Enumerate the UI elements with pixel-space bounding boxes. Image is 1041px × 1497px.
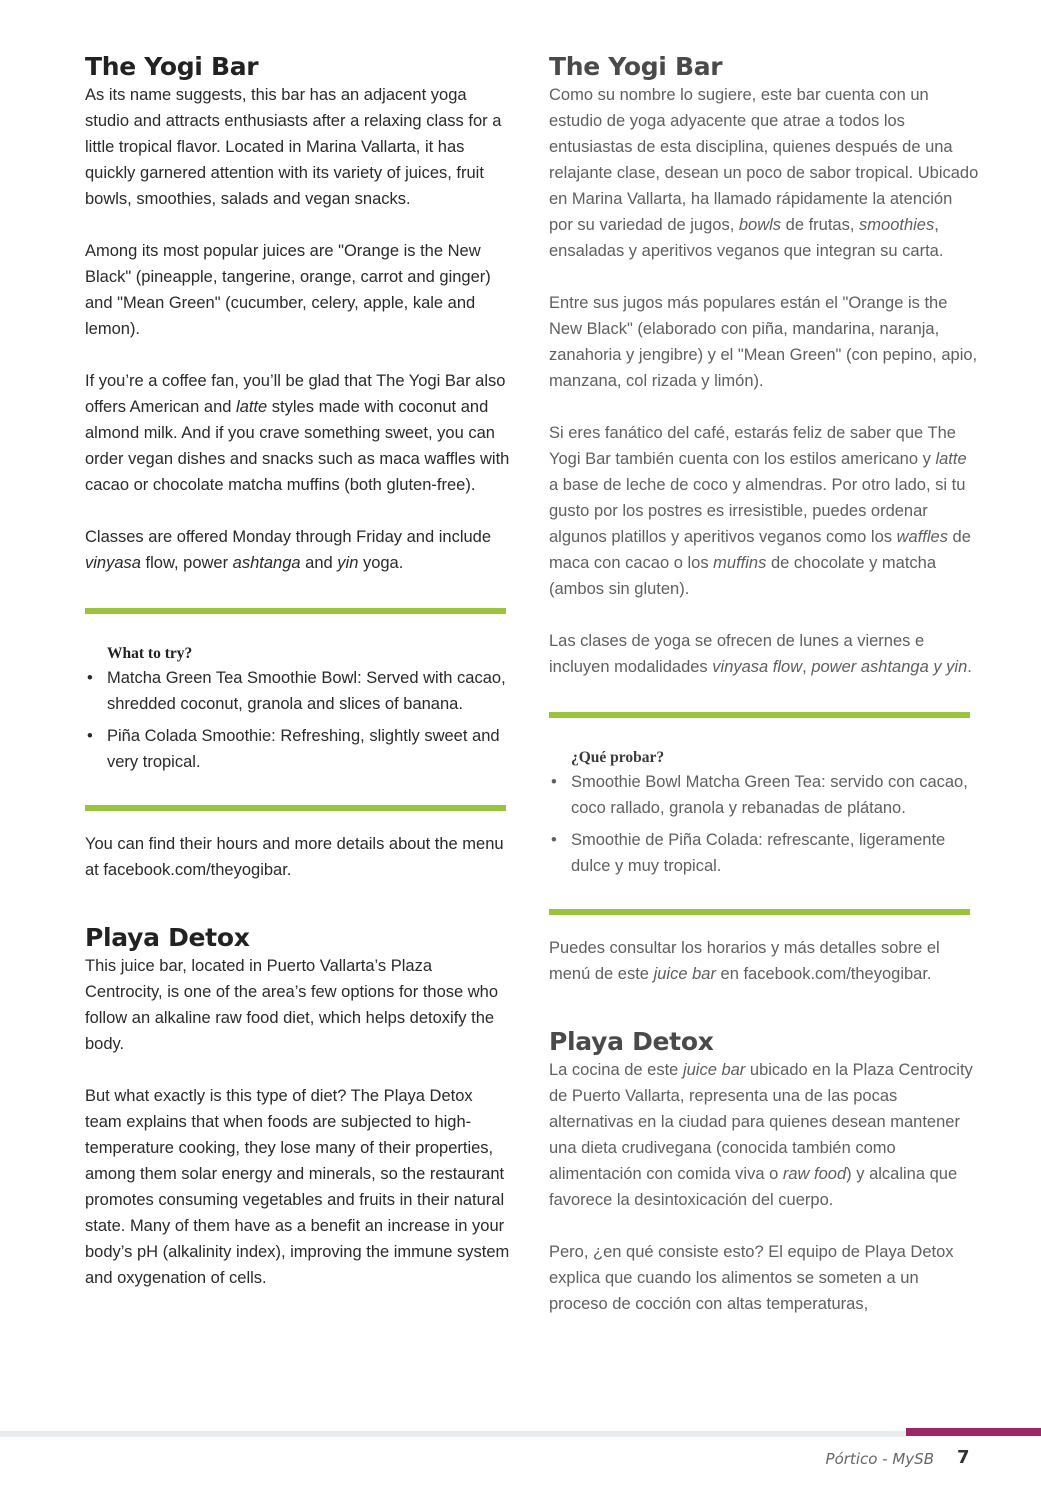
yogi-bar-coffee-paragraph: If you’re a coffee fan, you’ll be glad that The Yogi Bar also offers American and latte styles made with coconut and almond milk. And if you crave something sweet, you can order vegan dishes and snacks such as maca waffles with cacao or chocolate matcha muffins (both gluten-free). bbox=[85, 372, 510, 494]
que-probar-title: ¿Qué probar? bbox=[571, 749, 665, 766]
que-probar-list bbox=[549, 769, 979, 879]
yogi-bar-classes-paragraph: Classes are offered Monday through Friday and include vinyasa flow, power ashtanga and yin yoga. bbox=[85, 528, 492, 572]
footer-rule bbox=[0, 1431, 906, 1437]
yogi-bar-heading: The Yogi Bar bbox=[85, 52, 259, 81]
list-item: • Smoothie Bowl Matcha Green Tea: servido con cacao, coco rallado, granola y rebanadas de plátano. bbox=[551, 773, 968, 817]
footer-publication-name: Pórtico - MySB bbox=[825, 1450, 934, 1468]
playa-detox-diet-paragraph: But what exactly is this type of diet? The Playa Detox team explains that when foods are subjected to high-temperature cooking, they lose many of their properties, among them solar energy and minerals, so the restaurant promotes consuming vegetables and fruits in their natural state. Many of them have as a benefit an increase in your body’s pH (alkalinity index), improving the immune system and oxygenation of cells. bbox=[85, 1087, 510, 1287]
yogi-bar-intro-paragraph-es: Como su nombre lo sugiere, este bar cuenta con un estudio de yoga adyacente que atrae a todos los entusiastas de esta disciplina, quienes después de una relajante clase, desean un poco de sabor tropical. Ubicado en Marina Vallarta, ha llamado rápidamente la atención por su variedad de jugos, bowls de frutas, smoothies, ensaladas y aperitivos veganos que integran su carta. bbox=[549, 86, 979, 260]
what-to-try-title: What to try? bbox=[107, 645, 193, 662]
list-item: • Smoothie de Piña Colada: refrescante, ligeramente dulce y muy tropical. bbox=[551, 831, 946, 875]
yogi-bar-hours-paragraph: You can find their hours and more details about the menu at facebook.com/theyogibar. bbox=[85, 835, 504, 879]
list-item: • Piña Colada Smoothie: Refreshing, slightly sweet and very tropical. bbox=[87, 727, 500, 771]
english-column bbox=[85, 52, 513, 1317]
playa-detox-heading-es: Playa Detox bbox=[549, 1027, 714, 1056]
what-to-try-box bbox=[85, 614, 513, 805]
yogi-bar-coffee-paragraph-es: Si eres fanático del café, estarás feliz de saber que The Yogi Bar también cuenta con los estilos americano y latte a base de leche de coco y almendras. Por otro lado, si tu gusto por los postres es irresistible, puedes ordenar algunos platillos y aperitivos veganos como los waffles de maca con cacao o los muffins de chocolate y matcha (ambos sin gluten). bbox=[549, 424, 971, 598]
list-item: • Matcha Green Tea Smoothie Bowl: Served with cacao, shredded coconut, granola and slices of banana. bbox=[87, 669, 506, 713]
yogi-bar-intro-paragraph: As its name suggests, this bar has an adjacent yoga studio and attracts enthusiasts after a relaxing class for a little tropical flavor. Located in Marina Vallarta, it has quickly garnered attention with its variety of juices, fruit bowls, smoothies, salads and vegan snacks. bbox=[85, 86, 502, 208]
yogi-bar-juices-paragraph: Among its most popular juices are "Orange is the New Black" (pineapple, tangerine, orange, carrot and ginger) and "Mean Green" (cucumber, celery, apple, kale and lemon). bbox=[85, 242, 491, 338]
playa-detox-diet-paragraph-es: Pero, ¿en qué consiste esto? El equipo de Playa Detox explica que cuando los alimentos se someten a un proceso de cocción con altas temperaturas, bbox=[549, 1243, 954, 1313]
yogi-bar-classes-paragraph-es: Las clases de yoga se ofrecen de lunes a viernes e incluyen modalidades vinyasa flow, power ashtanga y yin. bbox=[549, 632, 972, 676]
que-probar-box bbox=[549, 718, 979, 909]
yogi-bar-juices-paragraph-es: Entre sus jugos más populares están el "Orange is the New Black" (elaborado con piña, mandarina, naranja, zanahoria y jengibre) y el "Mean Green" (con pepino, apio, manzana, col rizada y limón). bbox=[549, 294, 978, 390]
what-to-try-list bbox=[85, 665, 513, 775]
yogi-bar-heading-es: The Yogi Bar bbox=[549, 52, 723, 81]
playa-detox-intro-paragraph: This juice bar, located in Puerto Vallarta’s Plaza Centrocity, is one of the area’s few options for those who follow an alkaline raw food diet, which helps detoxify the body. bbox=[85, 957, 499, 1053]
playa-detox-heading: Playa Detox bbox=[85, 923, 250, 952]
spanish-column bbox=[549, 52, 979, 1343]
page-number: 7 bbox=[957, 1447, 970, 1468]
playa-detox-intro-paragraph-es: La cocina de este juice bar ubicado en la Plaza Centrocity de Puerto Vallarta, representa una de las pocas alternativas en la ciudad para quienes desean mantener una dieta crudivegana (conocida también como alimentación con comida viva o raw food) y alcalina que favorece la desintoxicación del cuerpo. bbox=[549, 1061, 973, 1209]
footer-accent-bar bbox=[906, 1428, 1041, 1436]
yogi-bar-hours-paragraph-es: Puedes consultar los horarios y más detalles sobre el menú de este juice bar en facebook.com/theyogibar. bbox=[549, 939, 940, 983]
